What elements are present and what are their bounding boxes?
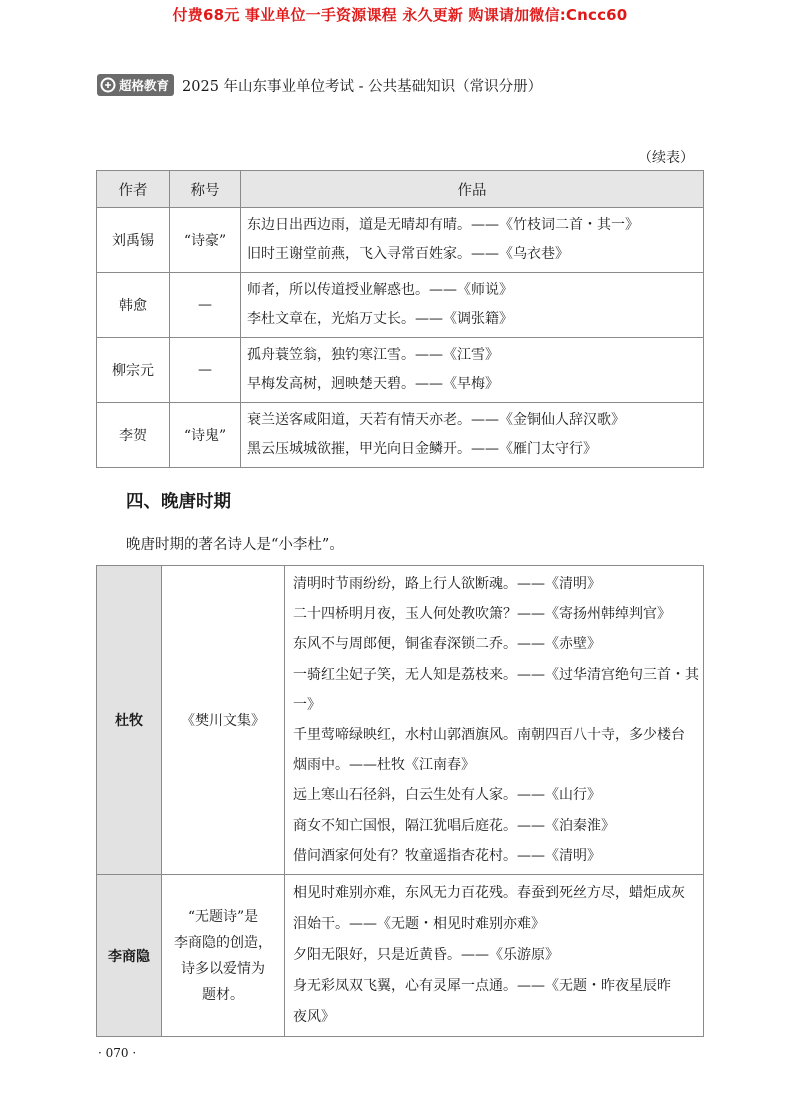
section-intro: 晚唐时期的著名诗人是“小李杜”。	[126, 537, 344, 553]
work-line: 早梅发高树，迥映楚天碧。——《早梅》	[247, 376, 499, 392]
late-tang-table	[96, 565, 704, 1037]
work-line: 孤舟蓑笠翁，独钓寒江雪。——《江雪》	[247, 347, 499, 363]
work-line: 东边日出西边雨，道是无晴却有晴。——《竹枝词二首・其一》	[247, 217, 639, 233]
work-line: 泪始干。——《无题・相见时难别亦难》	[293, 916, 545, 933]
work-line: 旧时王谢堂前燕，飞入寻常百姓家。——《乌衣巷》	[247, 246, 569, 262]
work-line: 夜风》	[293, 1009, 335, 1026]
works-cell	[241, 273, 704, 338]
column-header-title: 称号	[170, 171, 241, 208]
title-cell: “诗鬼”	[170, 403, 241, 468]
work-line: 商女不知亡国恨，隔江犹唱后庭花。——《泊秦淮》	[293, 817, 615, 834]
description-line: “无题诗”是	[187, 908, 259, 925]
works-cell	[241, 403, 704, 468]
description-line: 诗多以爱情为	[181, 960, 265, 977]
work-line: 夕阳无限好，只是近黄昏。——《乐游原》	[293, 947, 559, 964]
work-line: 千里莺啼绿映红，水村山郭酒旗风。南朝四百八十寺，多少楼台	[293, 727, 685, 744]
logo-text: 超格教育	[119, 78, 170, 93]
header-title: 2025 年山东事业单位考试 - 公共基础知识（常识分册）	[182, 78, 543, 95]
author-cell: 韩愈	[97, 273, 170, 338]
title-cell: —	[170, 273, 241, 338]
work-line: 清明时节雨纷纷，路上行人欲断魂。——《清明》	[293, 576, 601, 592]
column-header-author: 作者	[97, 171, 170, 208]
logo-icon	[100, 77, 116, 93]
description-line: 题材。	[202, 986, 244, 1003]
work-line: 借问酒家何处有？牧童遥指杏花村。——《清明》	[293, 847, 601, 864]
author-cell: 柳宗元	[97, 338, 170, 403]
work-line: 黑云压城城欲摧，甲光向日金鳞开。——《雁门太守行》	[247, 441, 597, 457]
collection-cell: 《樊川文集》	[162, 566, 285, 875]
table-header-row	[97, 171, 704, 208]
poets-table	[96, 170, 704, 468]
title-cell: “诗豪”	[170, 208, 241, 273]
column-header-works: 作品	[241, 171, 704, 208]
table-row	[97, 338, 704, 403]
work-line: 李杜文章在，光焰万丈长。——《调张籍》	[247, 311, 513, 327]
title-cell: —	[170, 338, 241, 403]
table-row	[97, 208, 704, 273]
table-row	[97, 875, 704, 1037]
watermark-banner: 付费68元 事业单位一手资源课程 永久更新 购课请加微信:Cncc60	[172, 6, 628, 24]
author-cell-li-shangyin: 李商隐	[97, 875, 162, 1037]
work-line: 远上寒山石径斜，白云生处有人家。——《山行》	[293, 787, 601, 804]
table-row	[97, 403, 704, 468]
page-number: · 070 ·	[98, 1046, 137, 1060]
continued-label: （续表）	[638, 150, 694, 166]
work-line: 一骑红尘妃子笑，无人知是荔枝来。——《过华清宫绝句三首・其一》	[293, 666, 699, 713]
work-line: 相见时难别亦难，东风无力百花残。春蚕到死丝方尽，蜡炬成灰	[293, 885, 685, 902]
work-line: 东风不与周郎便，铜雀春深锁二乔。——《赤壁》	[293, 636, 601, 653]
work-line: 烟雨中。——杜牧《江南春》	[293, 757, 475, 774]
page-header	[97, 73, 542, 97]
author-cell: 刘禹锡	[97, 208, 170, 273]
description-line: 李商隐的创造，	[174, 934, 272, 951]
works-cell	[241, 208, 704, 273]
work-line: 二十四桥明月夜，玉人何处教吹箫？——《寄扬州韩绰判官》	[293, 606, 671, 623]
works-cell	[285, 566, 704, 875]
works-cell	[241, 338, 704, 403]
author-cell-du-mu: 杜牧	[97, 566, 162, 875]
table-row	[97, 566, 704, 875]
table-row	[97, 273, 704, 338]
work-line: 衰兰送客咸阳道，天若有情天亦老。——《金铜仙人辞汉歌》	[247, 412, 625, 428]
author-cell: 李贺	[97, 403, 170, 468]
work-line: 师者，所以传道授业解惑也。——《师说》	[247, 282, 513, 298]
work-line: 身无彩凤双飞翼，心有灵犀一点通。——《无题・昨夜星辰昨	[293, 978, 671, 995]
works-cell	[285, 875, 704, 1037]
description-cell	[162, 875, 285, 1037]
logo	[97, 74, 174, 96]
section-heading: 四、晚唐时期	[126, 492, 231, 512]
